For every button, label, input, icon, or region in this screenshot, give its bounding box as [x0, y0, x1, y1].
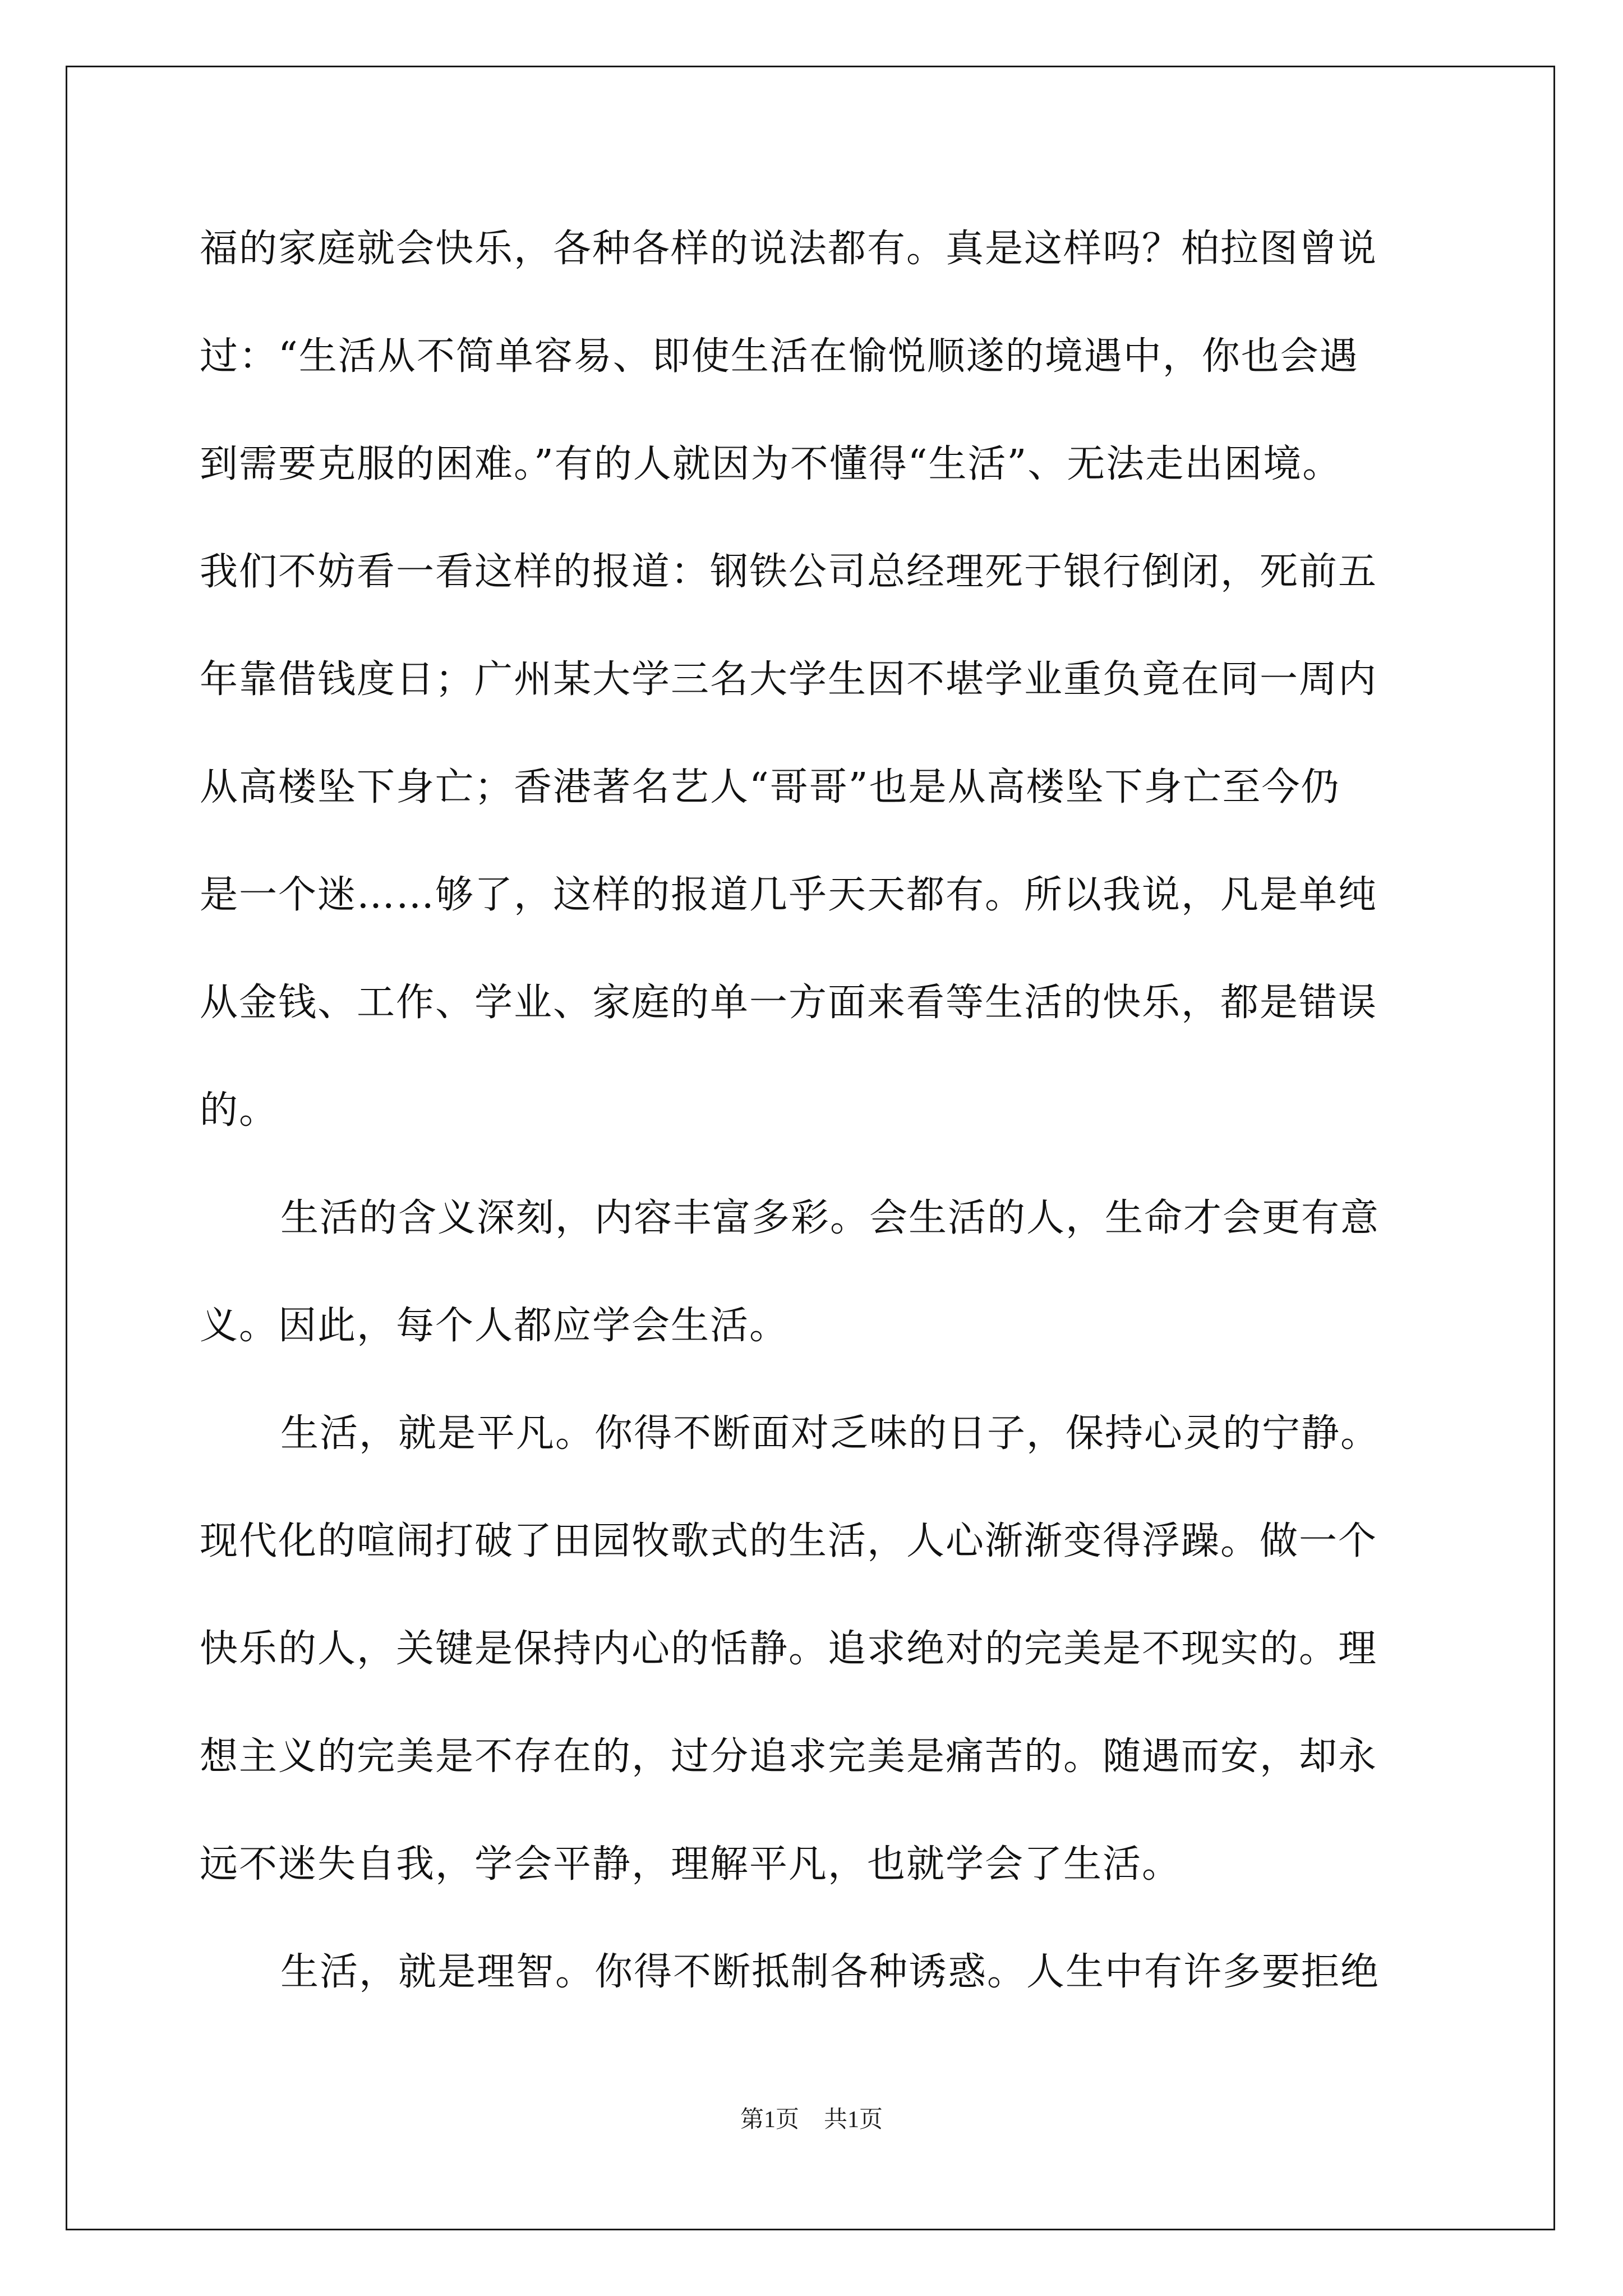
text-line: 到需要克服的困难。”有的人就因为不懂得“生活”、无法走出困境。: [200, 442, 1342, 486]
document-body: [200, 215, 1433, 2046]
text-line: 是一个迷……够了，这样的报道几乎天天都有。所以我说，凡是单纯: [200, 873, 1378, 917]
text-line: 的。: [200, 1088, 279, 1133]
page-footer: [0, 2101, 1623, 2134]
text-line: 远不迷失自我，学会平静，理解平凡，也就学会了生活。: [200, 1842, 1182, 1887]
text-line: 现代化的喧闹打破了田园牧歌式的生活，人心渐渐变得浮躁。做一个: [200, 1519, 1378, 1563]
text-line: 想主义的完美是不存在的，过分追求完美是痛苦的。随遇而安，却永: [200, 1734, 1378, 1779]
page-number: 第1页: [740, 2107, 799, 2133]
text-line: 我们不妨看一看这样的报道：钢铁公司总经理死于银行倒闭，死前五: [200, 550, 1378, 594]
text-line: 生活，就是理智。你得不断抵制各种诱惑。人生中有许多要拒绝: [280, 1950, 1380, 1994]
text-line: 快乐的人，关键是保持内心的恬静。追求绝对的完美是不现实的。理: [200, 1627, 1378, 1671]
text-line: 从高楼坠下身亡；香港著名艺人“哥哥”也是从高楼坠下身亡至今仍: [200, 765, 1340, 809]
text-line: 生活的含义深刻，内容丰富多彩。会生活的人，生命才会更有意: [280, 1196, 1380, 1240]
text-line: 从金钱、工作、学业、家庭的单一方面来看等生活的快乐，都是错误: [200, 981, 1378, 1025]
text-line: 福的家庭就会快乐，各种各样的说法都有。真是这样吗？柏拉图曾说: [200, 227, 1378, 271]
page-total: 共1页: [824, 2107, 883, 2133]
text-line: 生活，就是平凡。你得不断面对乏味的日子，保持心灵的宁静。: [280, 1411, 1380, 1456]
text-line: 义。因此，每个人都应学会生活。: [200, 1304, 789, 1348]
text-line: 过：“生活从不简单容易、即使生活在愉悦顺遂的境遇中，你也会遇: [200, 334, 1359, 379]
text-line: 年靠借钱度日；广州某大学三名大学生因不堪学业重负竟在同一周内: [200, 657, 1378, 702]
